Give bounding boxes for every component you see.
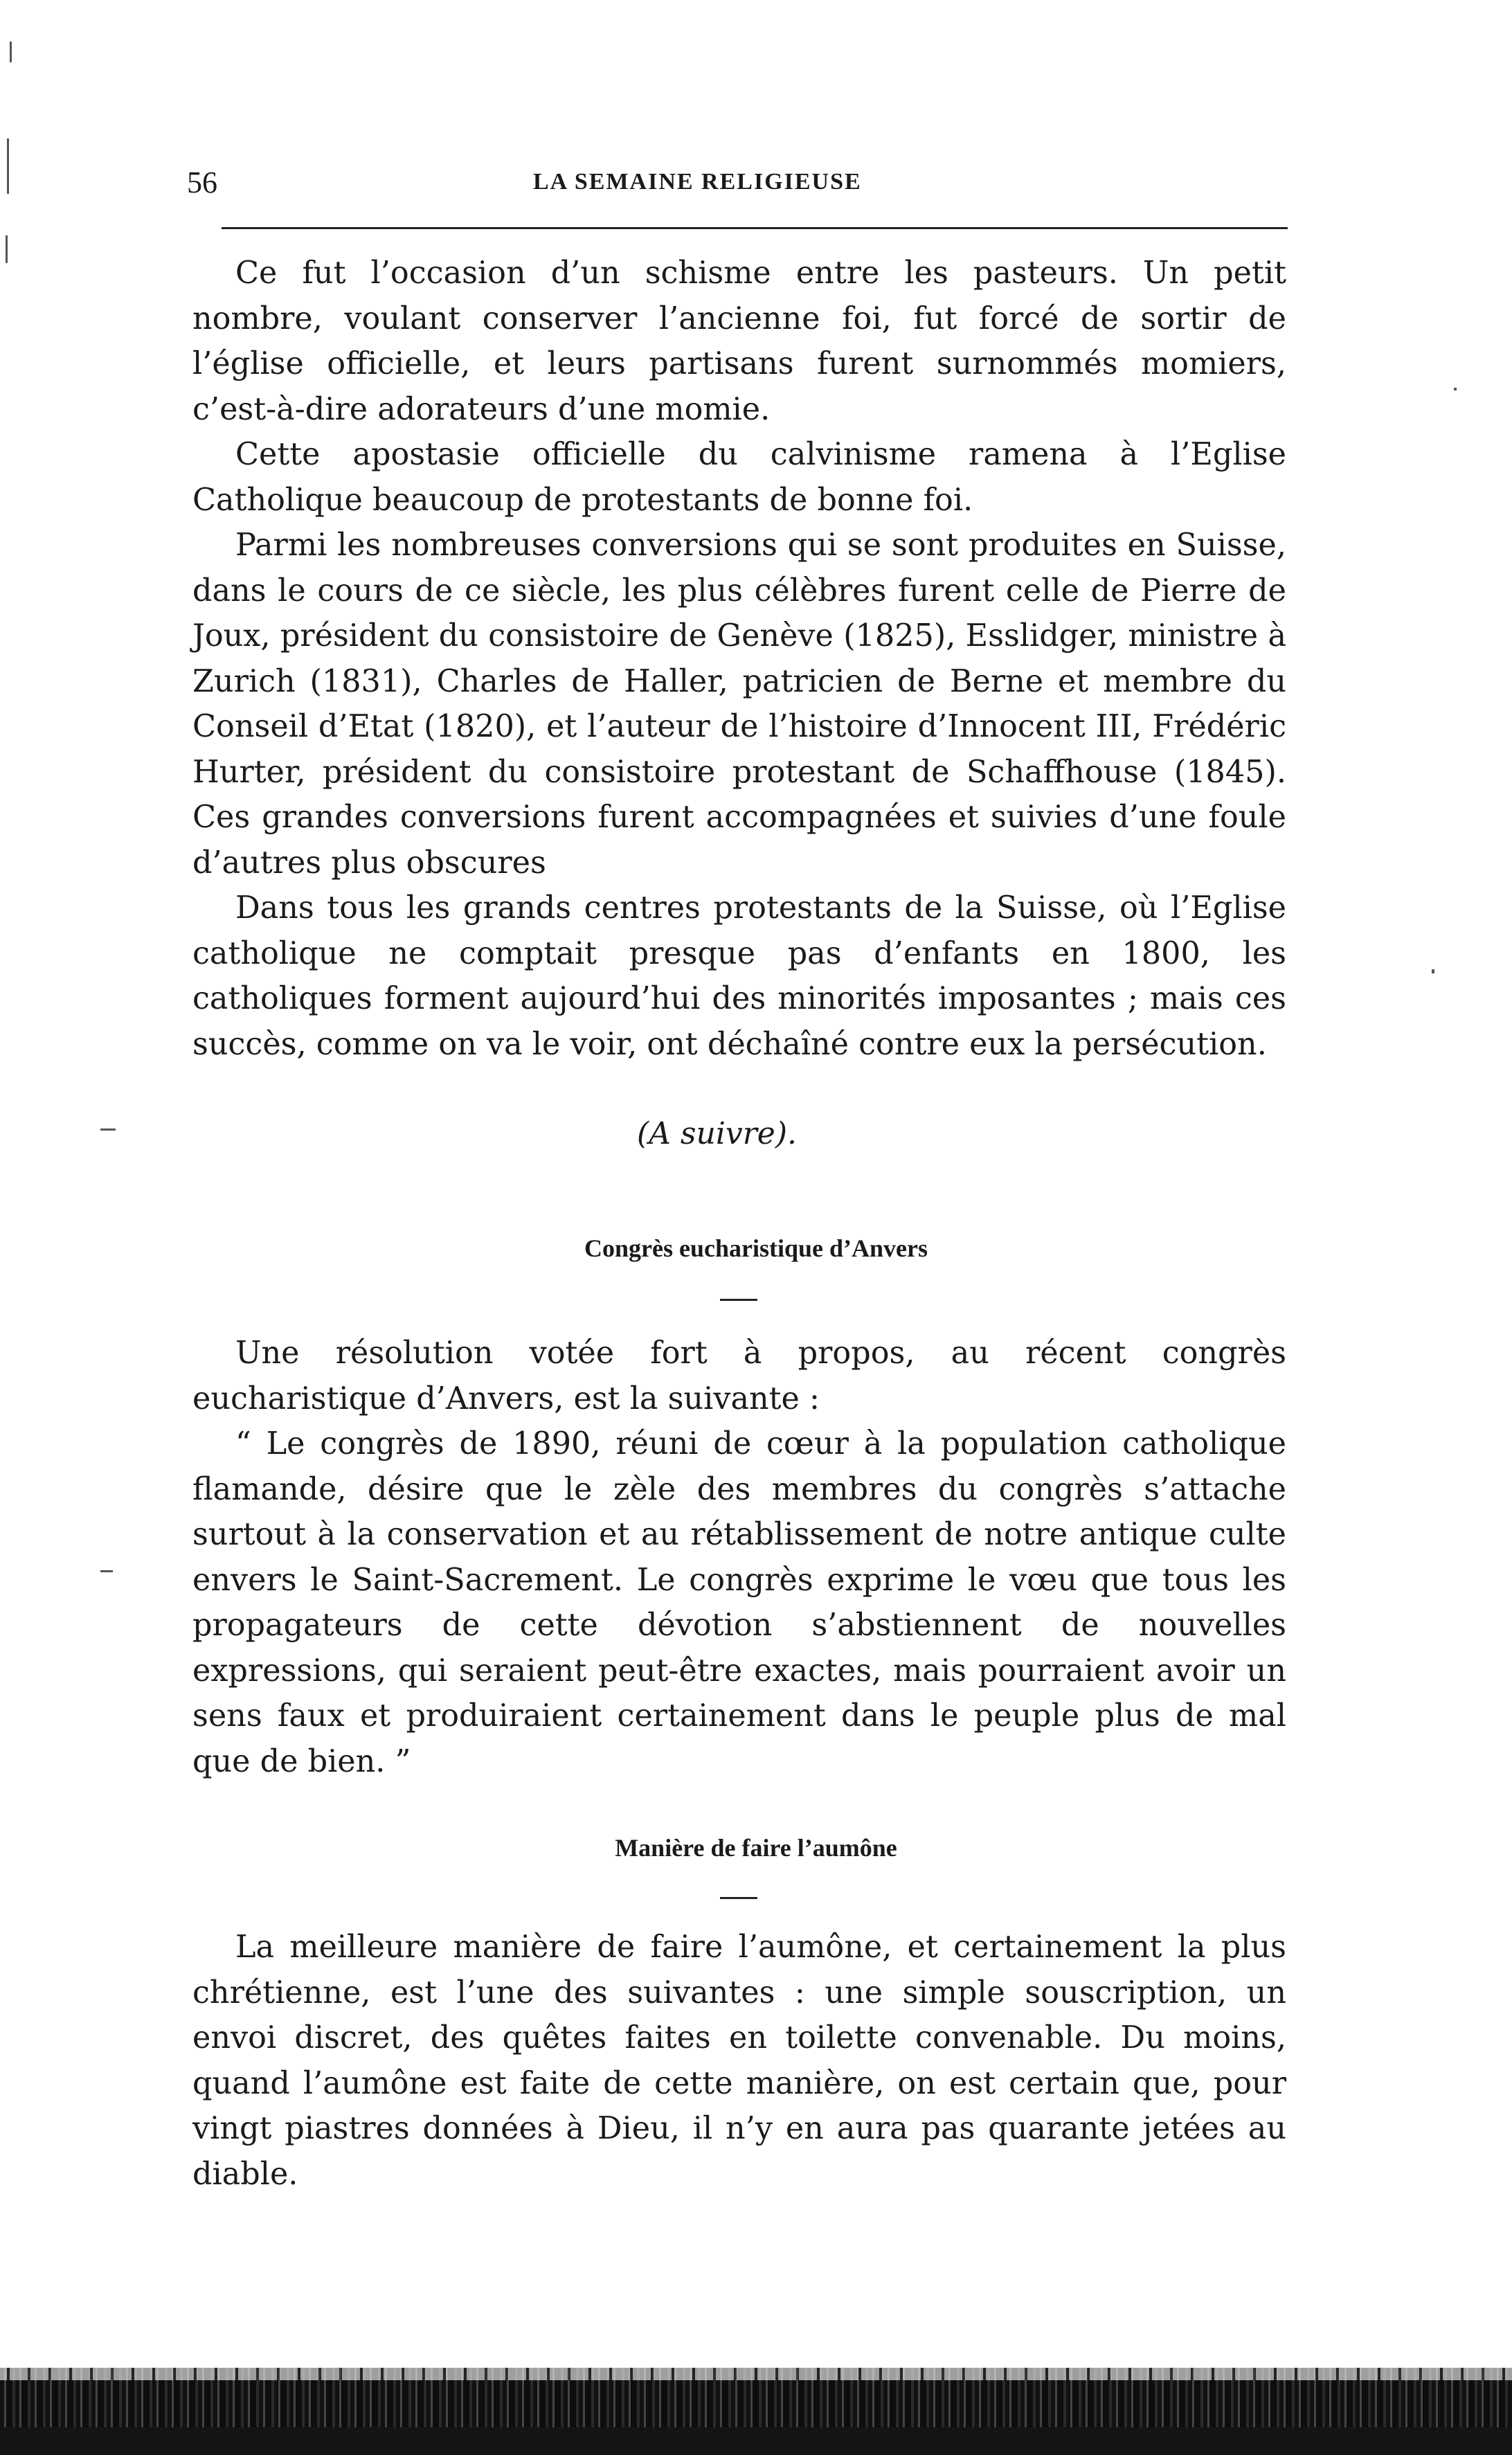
scan-edge-band [0, 2368, 1512, 2455]
paragraph: La meilleure manière de faire l’aumône, et certainement la plus chrétienne, est l’une des suivantes : une simple souscription, un envoi discret, des quêtes faites en toilette convenable. Du moins, quand l’aumône est faite de cette manière, on est certain que, pour vingt piastres données à Dieu, il n’y en aura pas quarante jetées au diable. [192, 1930, 1286, 2192]
quotation: “ Le congrès de 1890, réuni de cœur à la population catholique flamande, désire que le zèle des membres du congrès s’attache surtout à la conservation et au rétablissement de notre antique culte envers le Saint-Sacrement. Le congrès exprime le vœu que tous les propagateurs de cette dévotion s’abstiennent de nouvelles expressions, qui seraient peut-être exactes, mais pourraient avoir un sens faux et produiraient certainement dans le peuple plus de mal que de bien. ” [192, 1426, 1286, 1779]
paragraph: Dans tous les grands centres protestants de la Suisse, où l’Eglise catholique ne comptait presque pas d’enfants en 1800, les catholiques forment aujourd’hui des minorités imposantes ; mais ces succès, comme on va le voir, ont déchaîné contre eux la persécution. [192, 890, 1286, 1062]
heading-dash [720, 1897, 757, 1899]
scan-speck [100, 1128, 116, 1131]
paragraph: Ce fut l’occasion d’un schisme entre les pasteurs. Un petit nombre, voulant conserver l’ancienne foi, fut forcé de sortir de l’église officielle, et leurs partisans furent surnommés momiers, c’est-à-dire adorateurs d’une momie. [192, 255, 1286, 427]
scan-speck [1454, 388, 1457, 390]
paragraph: Une résolution votée fort à propos, au récent congrès eucharistique d’Anvers, est la suivante : [192, 1336, 1286, 1417]
running-title: LA SEMAINE RELIGIEUSE [533, 169, 862, 195]
section-heading: Congrès eucharistique d’Anvers [584, 1234, 928, 1262]
article-congres-anvers [192, 1331, 1286, 1784]
article-aumone [192, 1925, 1286, 2197]
article-continuation [192, 251, 1286, 1067]
paragraph: Parmi les nombreuses conversions qui se sont produites en Suisse, dans le cours de ce siècle, les plus célèbres furent celle de Pierre de Joux, président du consistoire de Genève (1825), Esslidger, ministre à Zurich (1831), Charles de Haller, patricien de Berne et membre du Conseil d’Etat (1820), et l’auteur de l’histoire d’Innocent III, Frédéric Hurter, président du consistoire protestant de Schaffhouse (1845). Ces grandes conversions furent accompagnées et suivies d’une foule d’autres plus obscures [192, 528, 1286, 881]
paragraph: Cette apostasie officielle du calvinisme ramena à l’Eglise Catholique beaucoup de protestants de bonne foi. [192, 437, 1286, 518]
scan-speck [6, 235, 8, 263]
scan-speck [10, 42, 12, 62]
scan-speck [100, 1570, 113, 1572]
header-rule [222, 227, 1288, 229]
scan-speck [7, 138, 9, 194]
page-number: 56 [187, 165, 217, 199]
section-heading: Manière de faire l’aumône [615, 1834, 897, 1862]
to-be-continued: (A suivre). [637, 1116, 797, 1151]
scan-speck [1432, 969, 1434, 973]
heading-dash [720, 1299, 757, 1301]
page-header [187, 165, 1322, 206]
